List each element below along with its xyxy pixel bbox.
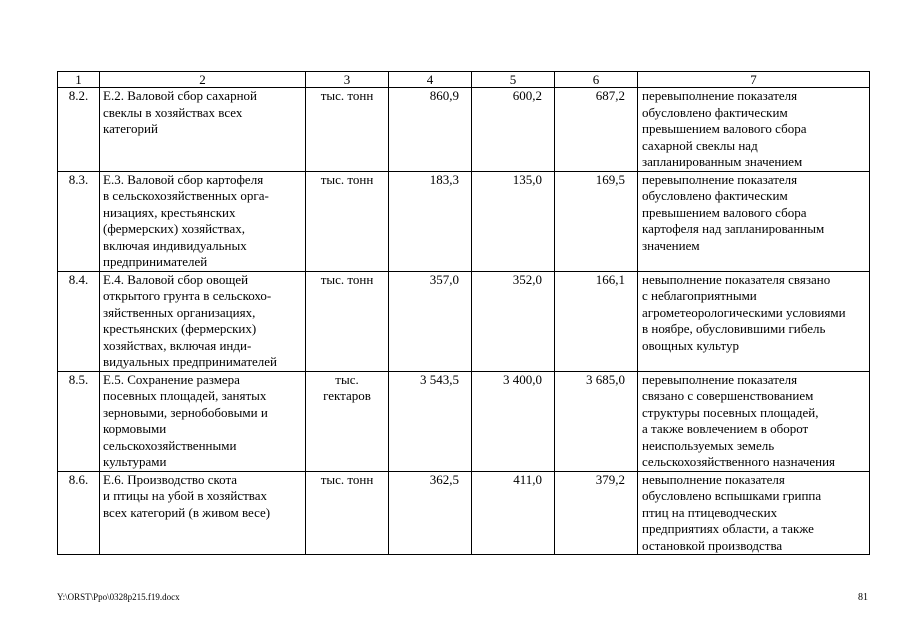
note-cell-line: структуры посевных площадей, xyxy=(642,404,819,420)
unit-cell-line: тыс. тонн xyxy=(320,471,374,487)
indicator-name-line: всех категорий (в живом весе) xyxy=(103,504,271,520)
unit-cell-line: тыс. тонн xyxy=(320,88,374,103)
page-number: 81 xyxy=(858,592,868,603)
footer-file-path: Y:\ORST\Ppo\0328p215.f19.docx xyxy=(57,592,180,602)
column-header: 5 xyxy=(472,72,555,88)
table-row xyxy=(58,471,870,555)
indicator-name-line: в сельскохозяйственных орга- xyxy=(103,188,269,203)
note-cell-line: птиц на птицеводческих xyxy=(642,504,778,520)
value-col4: 860,9 xyxy=(389,88,472,172)
value-col6: 687,2 xyxy=(555,88,638,172)
value-col4: 362,5 xyxy=(389,471,472,555)
indicator-name xyxy=(100,371,306,471)
indicator-name-line: крестьянских (фермерских) xyxy=(103,321,257,336)
column-header: 6 xyxy=(555,72,638,88)
note-cell-line: перевыполнение показателя xyxy=(642,371,798,387)
value-col5: 135,0 xyxy=(472,171,555,271)
row-number: 8.3. xyxy=(58,171,100,271)
note-cell-line: овощных культур xyxy=(642,337,739,353)
table-row xyxy=(58,171,870,271)
row-number: 8.4. xyxy=(58,271,100,371)
value-col5: 352,0 xyxy=(472,271,555,371)
note-cell-line: с неблагоприятными xyxy=(642,288,757,303)
unit-cell-line: тыс. тонн xyxy=(320,271,374,287)
unit-cell xyxy=(306,171,389,271)
indicator-name xyxy=(100,171,306,271)
note-cell-line: перевыполнение показателя xyxy=(642,171,798,187)
value-col6: 3 685,0 xyxy=(555,371,638,471)
indicator-name xyxy=(100,471,306,555)
column-header: 3 xyxy=(306,72,389,88)
indicator-name xyxy=(100,271,306,371)
unit-cell xyxy=(306,271,389,371)
value-col5: 3 400,0 xyxy=(472,371,555,471)
value-col6: 166,1 xyxy=(555,271,638,371)
indicator-name-line: хозяйствах, включая инди- xyxy=(103,337,252,353)
note-cell xyxy=(638,471,870,555)
table-header-row xyxy=(58,72,870,88)
indicator-name-line: Е.3. Валовой сбор картофеля xyxy=(103,171,264,187)
note-cell-line: превышением валового сбора xyxy=(642,121,807,136)
note-cell-line: невыполнение показателя xyxy=(642,471,785,487)
indicator-name-line: зяйственных организациях, xyxy=(103,304,256,320)
indicator-name-line: включая индивидуальных xyxy=(103,237,247,253)
table-body xyxy=(58,72,870,555)
note-cell xyxy=(638,371,870,471)
note-cell xyxy=(638,171,870,271)
note-cell-line: невыполнение показателя связано xyxy=(642,271,831,287)
note-cell-line: сахарной свеклы над xyxy=(642,137,758,153)
note-cell-line: превышением валового сбора xyxy=(642,204,807,220)
note-cell-line: обусловлено фактическим xyxy=(642,104,788,120)
value-col5: 600,2 xyxy=(472,88,555,172)
value-col4: 3 543,5 xyxy=(389,371,472,471)
indicator-name-line: кормовыми xyxy=(103,421,167,436)
note-cell-line: неиспользуемых земель xyxy=(642,437,775,453)
row-number: 8.2. xyxy=(58,88,100,172)
note-cell-line: в ноябре, обусловившими гибель xyxy=(642,321,826,336)
table-row xyxy=(58,271,870,371)
note-cell-line: сельскохозяйственного назначения xyxy=(642,454,836,469)
indicator-name-line: сельскохозяйственными xyxy=(103,437,237,453)
column-header: 2 xyxy=(100,72,306,88)
indicator-name-line: Е.4. Валовой сбор овощей xyxy=(103,271,249,287)
value-col5: 411,0 xyxy=(472,471,555,555)
note-cell-line: перевыполнение показателя xyxy=(642,88,798,103)
indicator-name-line: предпринимателей xyxy=(103,254,208,269)
note-cell-line: остановкой производства xyxy=(642,537,783,553)
column-header: 4 xyxy=(389,72,472,88)
row-number: 8.5. xyxy=(58,371,100,471)
value-col6: 169,5 xyxy=(555,171,638,271)
indicator-name-line: видуальных предпринимателей xyxy=(103,354,278,369)
value-col4: 183,3 xyxy=(389,171,472,271)
indicator-name-line: Е.5. Сохранение размера xyxy=(103,371,240,387)
note-cell-line: значением xyxy=(642,237,700,253)
indicator-name-line: Е.2. Валовой сбор сахарной xyxy=(103,88,257,103)
note-cell-line: обусловлено вспышками гриппа xyxy=(642,488,822,503)
column-header: 7 xyxy=(638,72,870,88)
value-col6: 379,2 xyxy=(555,471,638,555)
indicator-name-line: открытого грунта в сельскохо- xyxy=(103,288,272,303)
table-row xyxy=(58,371,870,471)
unit-cell-line: тыс. тонн xyxy=(320,171,374,187)
note-cell-line: запланированным значением xyxy=(642,154,803,169)
column-header: 1 xyxy=(58,72,100,88)
indicator-name xyxy=(100,88,306,172)
value-col4: 357,0 xyxy=(389,271,472,371)
unit-cell-line: тыс. xyxy=(335,371,359,387)
indicator-name-line: категорий xyxy=(103,121,158,136)
note-cell xyxy=(638,88,870,172)
note-cell-line: обусловлено фактическим xyxy=(642,188,788,203)
indicator-name-line: низациях, крестьянских xyxy=(103,204,236,220)
indicator-name-line: (фермерских) хозяйствах, xyxy=(103,221,245,236)
note-cell-line: агрометеорологическими условиями xyxy=(642,304,846,320)
indicator-name-line: Е.6. Производство скота xyxy=(103,471,238,487)
note-cell-line: предприятиях области, а также xyxy=(642,521,814,536)
report-table xyxy=(57,71,870,555)
unit-cell xyxy=(306,471,389,555)
indicator-name-line: культурами xyxy=(103,454,167,469)
indicator-name-line: зерновыми, зернобобовыми и xyxy=(103,404,268,420)
note-cell-line: картофеля над запланированным xyxy=(642,221,825,236)
note-cell-line: связано с совершенствованием xyxy=(642,388,814,403)
indicator-name-line: посевных площадей, занятых xyxy=(103,388,267,403)
indicator-name-line: свеклы в хозяйствах всех xyxy=(103,104,243,120)
unit-cell xyxy=(306,88,389,172)
note-cell-line: а также вовлечением в оборот xyxy=(642,421,809,436)
indicator-name-line: и птицы на убой в хозяйствах xyxy=(103,488,268,503)
row-number: 8.6. xyxy=(58,471,100,555)
note-cell xyxy=(638,271,870,371)
unit-cell xyxy=(306,371,389,471)
unit-cell-line: гектаров xyxy=(323,388,371,403)
table-row xyxy=(58,88,870,172)
